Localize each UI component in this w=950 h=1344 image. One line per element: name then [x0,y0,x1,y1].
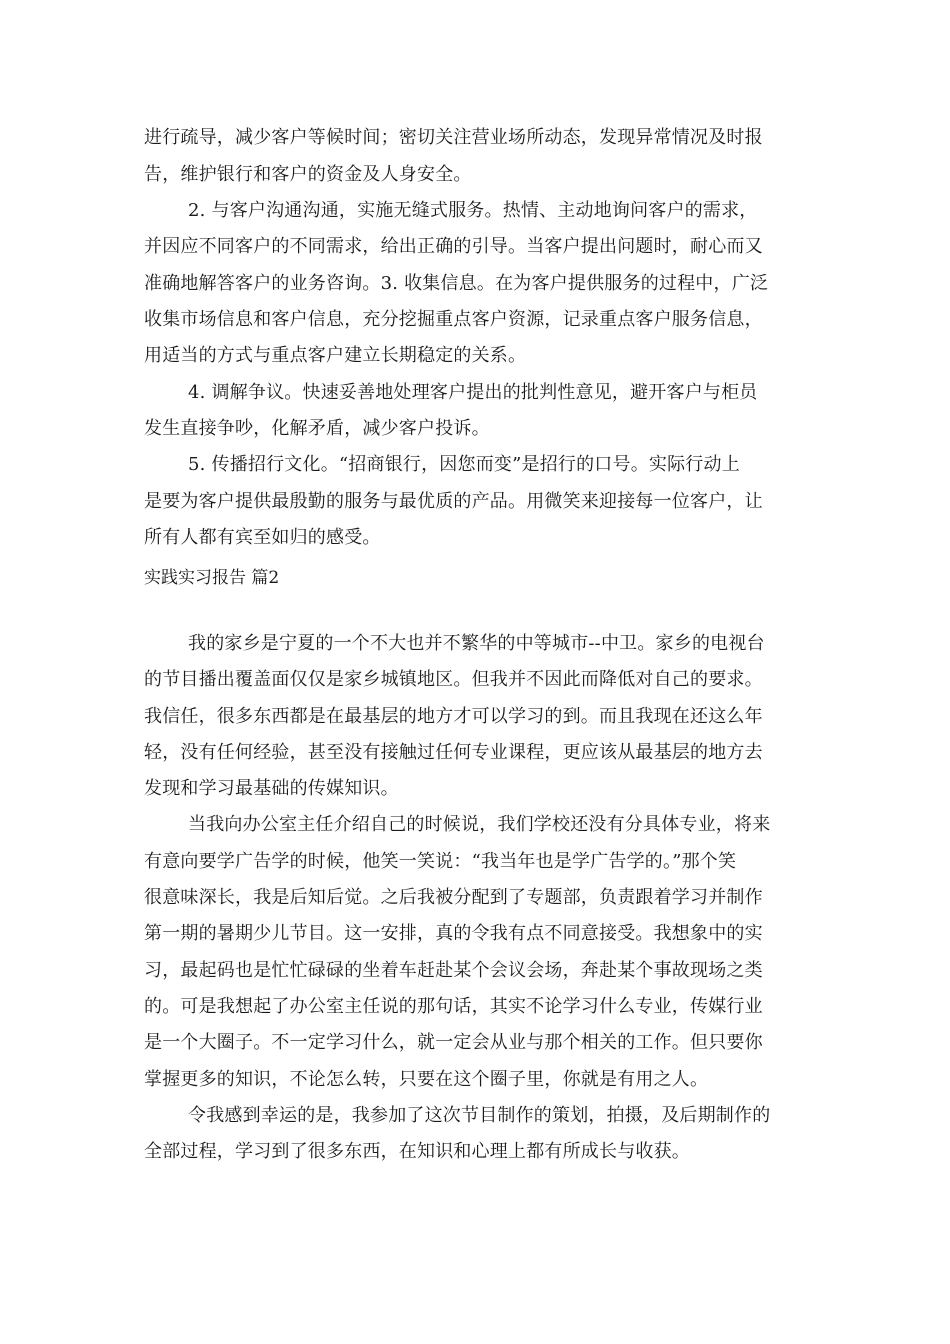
text-line: 所有人都有宾至如归的感受。 [144,527,381,548]
text-line: 有意向要学广告学的时候，他笑一笑说：“我当年也是学广告学的。”那个笑 [144,851,737,872]
text-line: 发现和学习最基础的传媒知识。 [144,778,399,799]
text-line: 我的家乡是宁夏的一个不大也并不繁华的中等城市--中卫。家乡的电视台 [188,633,765,654]
text-line: 2. 与客户沟通沟通，实施无缝式服务。热情、主动地询问客户的需求， [188,200,758,221]
text-line: 收集市场信息和客户信息，充分挖掘重点客户资源，记录重点客户服务信息， [144,309,763,330]
text-line: 我信任，很多东西都是在最基层的地方才可以学习的到。而且我现在还这么年 [144,706,763,727]
text-line: 告，维护银行和客户的资金及人身安全。 [144,164,472,185]
text-line: 是要为客户提供最殷勤的服务与最优质的产品。用微笑来迎接每一位客户，让 [144,491,763,512]
text-line: 的节目播出覆盖面仅仅是家乡城镇地区。但我并不因此而降低对自己的要求。 [144,669,763,690]
text-line: 发生直接争吵，化解矛盾，减少客户投诉。 [144,418,490,439]
text-line: 是一个大圈子。不一定学习什么，就一定会从业与那个相关的工作。但只要你 [144,1032,763,1053]
text-line: 4. 调解争议。快速妥善地处理客户提出的批判性意见，避开客户与柜员 [188,382,758,403]
text-line: 令我感到幸运的是，我参加了这次节目制作的策划，拍摄，及后期制作的 [188,1105,771,1126]
text-line: 的。可是我想起了办公室主任说的那句话，其实不论学习什么专业，传媒行业 [144,996,763,1017]
text-line: 准确地解答客户的业务咨询。3. 收集信息。在为客户提供服务的过程中，广泛 [144,273,769,294]
text-line: 第一期的暑期少儿节目。这一安排，真的令我有点不同意接受。我想象中的实 [144,923,763,944]
text-line: 进行疏导，减少客户等候时间；密切关注营业场所动态，发现异常情况及时报 [144,127,763,148]
text-line: 掌握更多的知识，不论怎么转，只要在这个圈子里，你就是有用之人。 [144,1069,709,1090]
text-line: 当我向办公室主任介绍自己的时候说，我们学校还没有分具体专业，将来 [188,814,771,835]
text-line: 很意味深长，我是后知后觉。之后我被分配到了专题部，负责跟着学习并制作 [144,887,763,908]
text-line: 并因应不同客户的不同需求，给出正确的引导。当客户提出问题时，耐心而又 [144,236,763,257]
text-line: 轻，没有任何经验，甚至没有接触过任何专业课程，更应该从最基层的地方去 [144,742,763,763]
text-line: 全部过程，学习到了很多东西，在知识和心理上都有所成长与收获。 [144,1141,690,1162]
section-heading: 实践实习报告 篇2 [144,568,280,588]
text-line: 用适当的方式与重点客户建立长期稳定的关系。 [144,345,527,366]
text-line: 5. 传播招行文化。“招商银行，因您而变”是招行的口号。实际行动上 [188,454,740,475]
text-line: 习，最起码也是忙忙碌碌的坐着车赶赴某个会议会场，奔赴某个事故现场之类 [144,960,763,981]
